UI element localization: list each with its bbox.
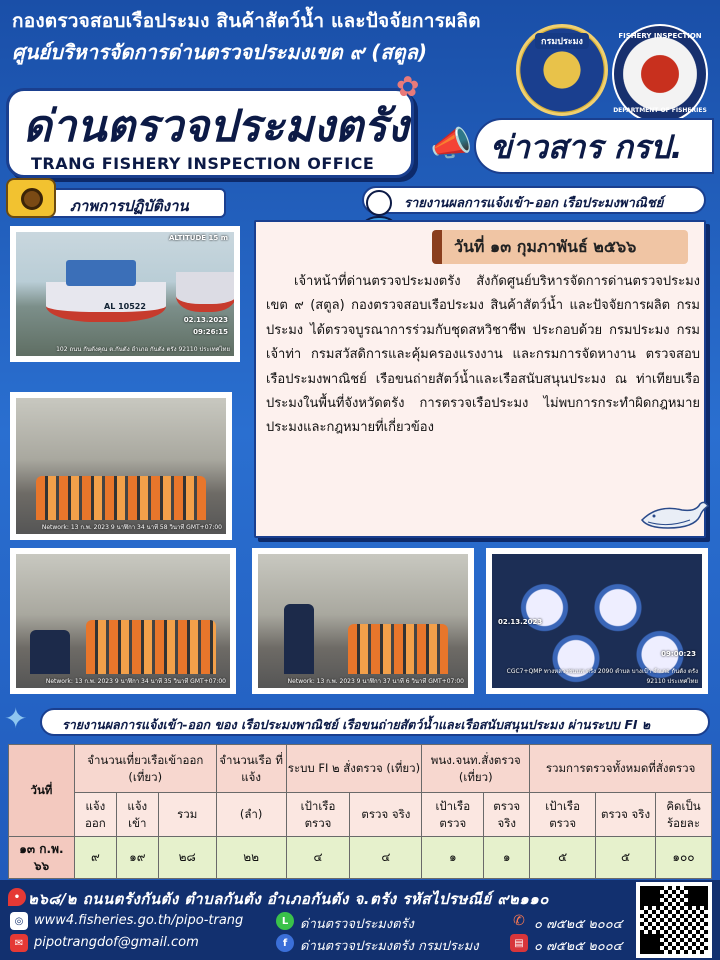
report-section-label (362, 186, 706, 214)
photo-caption: Network: 13 ก.พ. 2023 9 นาฬิกา 37 นาที 6 วินาที GMT+07:00 (287, 678, 464, 685)
table-row (9, 837, 712, 879)
footer-line-link[interactable]: ด่านตรวจประมงตรัง (300, 917, 414, 932)
cell-in: ๑๙ (116, 837, 158, 879)
photo-altitude: ALTITUDE 15 m (168, 234, 228, 242)
col-group-trips: จำนวนเที่ยวเรือเข้าออก (เที่ยว) (74, 745, 216, 793)
col-total-actual: ตรวจ จริง (596, 793, 656, 837)
article-date: วันที่ ๑๓ กุมภาพันธ์ ๒๕๖๖ (454, 237, 637, 256)
cell-fi2-actual: ๔ (350, 837, 422, 879)
photo-date: 02.13.2023 (498, 618, 543, 626)
office-title-thai: ด่านตรวจประมงตรัง (23, 101, 409, 152)
col-total-target: เป้าเรือ ตรวจ (530, 793, 596, 837)
photo-date: 02.13.2023 (183, 316, 228, 324)
cell-pnn-actual: ๑ (484, 837, 530, 879)
header-line1: กองตรวจสอบเรือประมง สินค้าสัตว์น้ำ และปัจจัยการผลิต (12, 10, 481, 32)
table-subheader-row (9, 793, 712, 837)
photo-caption: CGC7+QMP ทางหลวงชนบท ตรัง 2090 ตำบล บางเป้า อำเภอ กันตัง ตรัง 92110 ประเทศไทย (506, 668, 698, 685)
footer-fax-link[interactable]: ๐ ๗๕๒๕ ๒๐๐๔ (534, 939, 623, 954)
cell-fi2-target: ๔ (286, 837, 350, 879)
seal-text: กรมประมง (535, 33, 589, 49)
department-of-fisheries-seal (516, 24, 608, 116)
location-pin-icon: • (8, 888, 26, 906)
table-title: รายงานผลการแจ้งเข้า-ออก ของ เรือประมงพาณิชย์ เรือขนถ่ายสัตว์น้ำและเรือสนับสนุนประมง ผ่านระบบ FI ๒ (62, 717, 651, 732)
col-percent: คิดเป็น ร้อยละ (656, 793, 712, 837)
cell-percent: ๑๐๐ (656, 837, 712, 879)
col-group-total: รวมการตรวจทั้งหมดที่สั่งตรวจ (530, 745, 712, 793)
photo-caption: Network: 13 ก.พ. 2023 9 นาฬิกา 34 นาที 35 วินาที GMT+07:00 (45, 678, 226, 685)
footer-phone-link[interactable]: ๐ ๗๕๒๕ ๒๐๐๔ (534, 917, 623, 932)
office-title-english: TRANG FISHERY INSPECTION OFFICE (31, 154, 375, 173)
flower-icon: ✿ (396, 70, 420, 103)
col-in: แจ้ง เข้า (116, 793, 158, 837)
footer-website-link[interactable]: www4.fisheries.go.th/pipo-trang (34, 913, 244, 928)
cell-sum: ๒๘ (158, 837, 216, 879)
logo-text-bottom: DEPARTMENT OF FISHERIES (613, 107, 707, 114)
header-line2: ศูนย์บริหารจัดการด่านตรวจประมงเขต ๙ (สตูล) (12, 40, 427, 64)
cell-total-target: ๕ (530, 837, 596, 879)
col-fi2-actual: ตรวจ จริง (350, 793, 422, 837)
col-group-boats: จำนวนเรือ ที่แจ้ง (216, 745, 286, 793)
photo-time: 09:26:15 (193, 328, 228, 336)
col-date: วันที่ (9, 745, 75, 837)
photo-crew-lifejackets (10, 548, 236, 694)
table-header-row (9, 745, 712, 793)
photo-time: 09:00:23 (661, 650, 696, 658)
cell-date: ๑๓ ก.พ. ๖๖ (9, 837, 75, 879)
boat-registration: AL 10522 (104, 302, 146, 311)
cell-boats: ๒๒ (216, 837, 286, 879)
office-title-box (6, 88, 414, 178)
photo-inspection-team (10, 392, 232, 540)
photo-officers-briefing (252, 548, 474, 694)
cell-out: ๙ (74, 837, 116, 879)
megaphone-icon: 📣 (430, 124, 473, 164)
col-fi2-target: เป้าเรือ ตรวจ (286, 793, 350, 837)
facebook-icon: f (276, 934, 294, 952)
whale-icon (638, 498, 710, 534)
news-label: ข่าวสาร กรป. (490, 128, 683, 166)
qr-code[interactable] (636, 882, 712, 958)
col-pnn-actual: ตรวจ จริง (484, 793, 530, 837)
logo-text-top: FISHERY INSPECTION (618, 32, 702, 40)
article-body: เจ้าหน้าที่ด่านตรวจประมงตรัง สังกัดศูนย์บริหารจัดการด่านตรวจประมง เขต ๙ (สตูล) กองตรวจสอบเรือประมง สินค้าสัตว์น้ำ และปัจจัยการผลิต กรมประมง ได้ตรวจบูรณาการร่วมกับชุดสหวิชาชีพ ประกอบด้วย กรมประมง กรมเจ้าท่า กรมสวัสดิการและคุ้มครองแรงงาน และกรมการจัดหางาน ตรวจสอบเรือประมงพาณิชย์ เรือขนถ่ายสัตว์น้ำและเรือสนับสนุนประมง ณ ท่าเทียบเรือประมงในพื้นที่จังหวัดตรัง การตรวจเรือประมง ไม่พบการกระทำผิดกฎหมายประมงและกฎหมายที่เกี่ยวข้อง (266, 274, 700, 436)
report-table (8, 744, 712, 879)
cell-pnn-target: ๑ (422, 837, 484, 879)
camera-icon (6, 178, 56, 218)
col-unit: (ลำ) (216, 793, 286, 837)
col-group-pnn: พนง.จนท.สั่งตรวจ (เที่ยว) (422, 745, 530, 793)
photo-caption: 102 ถนน กันตังคุณ ต.กันตัง อำเภอ กันตัง ตรัง 92110 ประเทศไทย (56, 346, 230, 353)
photos-section-text: ภาพการปฏิบัติงาน (70, 197, 189, 215)
photo-caption: Network: 13 ก.พ. 2023 9 นาฬิกา 34 นาที 58 วินาที GMT+07:00 (41, 524, 222, 531)
email-icon: ✉ (10, 934, 28, 952)
fishery-inspection-logo (612, 24, 708, 124)
fax-icon: ▤ (510, 934, 528, 952)
col-pnn-target: เป้าเรือ ตรวจ (422, 793, 484, 837)
line-app-icon: L (276, 912, 294, 930)
footer-email-link[interactable]: pipotrangdof@gmail.com (34, 935, 199, 950)
footer-facebook-link[interactable]: ด่านตรวจประมงตรัง กรมประมง (300, 939, 479, 954)
article-date-pill (432, 230, 688, 264)
phone-icon: ✆ (513, 913, 525, 929)
article-card (254, 220, 706, 538)
col-out: แจ้ง ออก (74, 793, 116, 837)
report-section-text: รายงานผลการแจ้งเข้า-ออก เรือประมงพาณิชย์ (404, 196, 664, 211)
col-sum: รวม (158, 793, 216, 837)
globe-icon: ◎ (10, 912, 28, 930)
footer-address: ๒๖๘/๒ ถนนตรังกันตัง ตำบลกันตัง อำเภอกันตัง จ.ตรัง รหัสไปรษณีย์ ๙๒๑๑๐ (28, 890, 549, 908)
cell-total-actual: ๕ (596, 837, 656, 879)
news-label-box (474, 118, 714, 174)
photo-fish-hold (486, 548, 708, 694)
col-group-fi2: ระบบ FI ๒ สั่งตรวจ (เที่ยว) (286, 745, 422, 793)
table-title-box (40, 708, 710, 736)
manta-ray-icon: ✦ (4, 702, 28, 735)
photo-fishing-boat (10, 226, 240, 362)
